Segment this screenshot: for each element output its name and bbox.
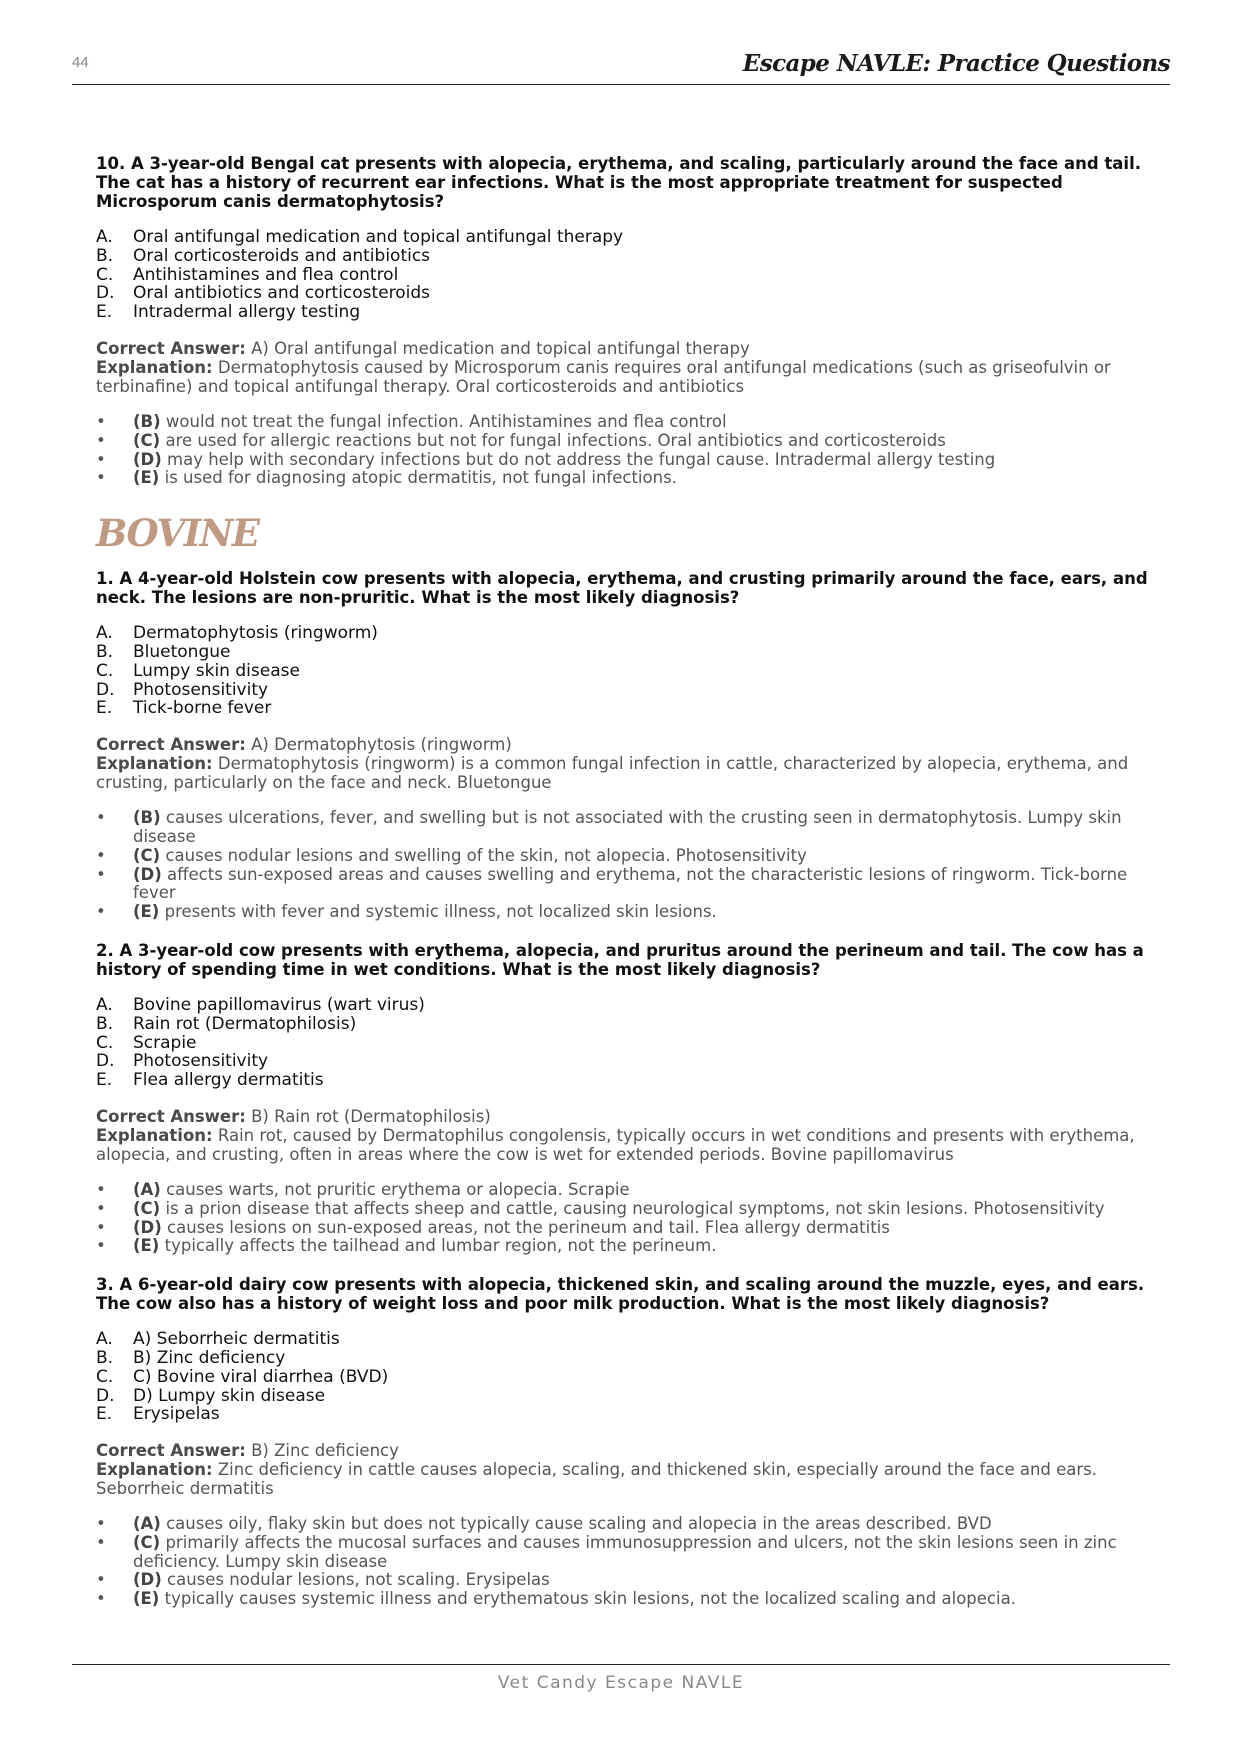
bullet-text: presents with fever and systemic illness, not localized skin lesions. <box>164 902 717 922</box>
option-text: Tick-borne fever <box>133 698 272 719</box>
option-letter: B. <box>96 1347 114 1368</box>
correct-answer-text: A) Oral antifungal medication and topical antifungal therapy <box>251 338 750 358</box>
option-text: Antihistamines and flea control <box>133 264 399 285</box>
explanation-text: Dermatophytosis caused by Microsporum canis requires oral antifungal medications (such as griseofulvin or terbinafine) and topical antifungal therapy. Oral corticosteroids and antibiotics <box>96 357 1111 396</box>
explanation-label: Explanation: <box>96 1460 213 1480</box>
explanation-bullets <box>96 1181 1164 1256</box>
option-text: Scrapie <box>133 1032 197 1053</box>
bullet-text: affects sun-exposed areas and causes swelling and erythema, not the characteristic lesions of ringworm. Tick-borne fever <box>133 864 1128 903</box>
correct-answer-label: Correct Answer: <box>96 1441 246 1461</box>
option-c <box>96 1368 1164 1387</box>
question-1 <box>96 569 1164 922</box>
bullet-text: causes nodular lesions and swelling of the skin, not alopecia. Photosensitivity <box>165 845 807 865</box>
bullet-item <box>96 1181 1164 1200</box>
bullet-text: causes lesions on sun-exposed areas, not the perineum and tail. Flea allergy dermatitis <box>167 1217 890 1237</box>
answer-block <box>96 1107 1164 1164</box>
option-text: Bluetongue <box>133 641 231 662</box>
option-b <box>96 1015 1164 1034</box>
option-c <box>96 662 1164 681</box>
page-content <box>96 154 1164 1609</box>
correct-answer <box>96 1107 1164 1126</box>
option-tag: (C) <box>133 1532 161 1552</box>
question-10 <box>96 154 1164 488</box>
correct-answer <box>96 735 1164 754</box>
page-header <box>72 48 1170 85</box>
question-2 <box>96 941 1164 1256</box>
answer-block <box>96 1441 1164 1498</box>
option-letter: A. <box>96 994 113 1015</box>
option-tag: (D) <box>133 864 162 884</box>
option-b <box>96 247 1164 266</box>
option-tag: (A) <box>133 1514 161 1534</box>
page-footer <box>72 1664 1170 1693</box>
option-tag: (D) <box>133 449 162 469</box>
explanation-text: Zinc deficiency in cattle causes alopecia, scaling, and thickened skin, especially around the face and ears. Seborrheic dermatitis <box>96 1460 1098 1499</box>
explanation-label: Explanation: <box>96 1125 213 1145</box>
explanation-bullets <box>96 1515 1164 1609</box>
bullet-item <box>96 1237 1164 1256</box>
page-number: 44 <box>72 54 89 71</box>
bullet-item <box>96 1515 1164 1534</box>
option-text: D) Lumpy skin disease <box>133 1385 326 1406</box>
bullet-item <box>96 1219 1164 1238</box>
bullet-text: causes nodular lesions, not scaling. Erysipelas <box>167 1570 550 1590</box>
option-tag: (A) <box>133 1179 161 1199</box>
option-tag: (D) <box>133 1217 162 1237</box>
option-tag: (E) <box>133 1236 160 1256</box>
bullet-item <box>96 866 1164 904</box>
bullet-icon: • <box>96 808 106 828</box>
explanation <box>96 358 1164 396</box>
option-text: Lumpy skin disease <box>133 660 300 681</box>
option-tag: (C) <box>133 430 161 450</box>
option-letter: B. <box>96 1013 114 1034</box>
bullet-icon: • <box>96 1514 106 1534</box>
option-b <box>96 1349 1164 1368</box>
bullet-icon: • <box>96 902 106 922</box>
option-letter: D. <box>96 1385 115 1406</box>
bullet-icon: • <box>96 1236 106 1256</box>
option-a <box>96 624 1164 643</box>
option-letter: C. <box>96 660 114 681</box>
option-text: Photosensitivity <box>133 679 269 700</box>
bullet-item <box>96 432 1164 451</box>
option-letter: E. <box>96 1404 113 1425</box>
option-letter: B. <box>96 641 114 662</box>
option-tag: (B) <box>133 411 161 431</box>
bullet-text: may help with secondary infections but do not address the fungal cause. Intradermal allergy testing <box>167 449 996 469</box>
correct-answer <box>96 339 1164 358</box>
bullet-text: are used for allergic reactions but not for fungal infections. Oral antibiotics and corticosteroids <box>165 430 946 450</box>
correct-answer-text: B) Zinc deficiency <box>251 1441 399 1461</box>
footer-text: Vet Candy Escape NAVLE <box>497 1673 745 1693</box>
option-d <box>96 1387 1164 1406</box>
explanation-bullets <box>96 809 1164 922</box>
option-text: C) Bovine viral diarrhea (BVD) <box>133 1366 389 1387</box>
option-text: B) Zinc deficiency <box>133 1347 286 1368</box>
bullet-item <box>96 1200 1164 1219</box>
option-letter: C. <box>96 1366 114 1387</box>
option-a <box>96 228 1164 247</box>
correct-answer-text: A) Dermatophytosis (ringworm) <box>251 735 512 755</box>
option-e <box>96 1405 1164 1424</box>
document-title: Escape NAVLE: Practice Questions <box>742 50 1170 77</box>
option-text: Intradermal allergy testing <box>133 302 361 323</box>
answer-options <box>96 228 1164 322</box>
option-text: Photosensitivity <box>133 1051 269 1072</box>
question-text: 3. A 6-year-old dairy cow presents with alopecia, thickened skin, and scaling around the muzzle, eyes, and ears. The cow also has a history of weight loss and poor milk production. What is the most likely diagnosis? <box>96 1275 1145 1314</box>
option-letter: D. <box>96 1051 115 1072</box>
bullet-icon: • <box>96 1532 106 1552</box>
section-title: BOVINE <box>96 511 259 556</box>
bullet-item <box>96 1590 1164 1609</box>
bullet-icon: • <box>96 864 106 884</box>
option-c <box>96 1034 1164 1053</box>
bullet-item <box>96 809 1164 847</box>
bullet-text: is used for diagnosing atopic dermatitis, not fungal infections. <box>164 468 677 488</box>
question-3 <box>96 1275 1164 1609</box>
bullet-icon: • <box>96 1179 106 1199</box>
correct-answer-text: B) Rain rot (Dermatophilosis) <box>251 1106 491 1126</box>
option-a <box>96 996 1164 1015</box>
option-text: Oral antifungal medication and topical antifungal therapy <box>133 227 624 247</box>
option-text: Rain rot (Dermatophilosis) <box>133 1013 357 1034</box>
explanation <box>96 1126 1164 1164</box>
option-a <box>96 1330 1164 1349</box>
option-text: Oral antibiotics and corticosteroids <box>133 283 431 304</box>
correct-answer <box>96 1441 1164 1460</box>
option-tag: (D) <box>133 1570 162 1590</box>
bullet-text: causes oily, flaky skin but does not typically cause scaling and alopecia in the areas described. BVD <box>166 1514 992 1534</box>
option-d <box>96 681 1164 700</box>
bullet-text: primarily affects the mucosal surfaces and causes immunosuppression and ulcers, not the skin lesions seen in zinc deficiency. Lumpy skin disease <box>133 1532 1117 1571</box>
option-letter: A. <box>96 227 113 247</box>
bullet-icon: • <box>96 430 106 450</box>
option-tag: (C) <box>133 845 161 865</box>
correct-answer-label: Correct Answer: <box>96 338 246 358</box>
option-tag: (E) <box>133 1589 160 1609</box>
explanation-text: Rain rot, caused by Dermatophilus congolensis, typically occurs in wet conditions and presents with erythema, alopecia, and crusting, often in areas where the cow is wet for extended periods. Bovine papillomavirus <box>96 1125 1135 1164</box>
bullet-icon: • <box>96 1589 106 1609</box>
option-e <box>96 303 1164 322</box>
bullet-item <box>96 847 1164 866</box>
bullet-item <box>96 451 1164 470</box>
explanation-label: Explanation: <box>96 754 213 774</box>
answer-block <box>96 735 1164 792</box>
option-tag: (E) <box>133 902 160 922</box>
option-d <box>96 284 1164 303</box>
option-b <box>96 643 1164 662</box>
option-letter: A. <box>96 623 113 644</box>
bullet-icon: • <box>96 1198 106 1218</box>
option-letter: B. <box>96 245 114 266</box>
explanation <box>96 1460 1164 1498</box>
option-text: Flea allergy dermatitis <box>133 1070 324 1091</box>
option-letter: A. <box>96 1329 113 1350</box>
answer-options <box>96 624 1164 718</box>
bullet-text: would not treat the fungal infection. Antihistamines and flea control <box>165 411 727 431</box>
bullet-text: causes ulcerations, fever, and swelling but is not associated with the crusting seen in dermatophytosis. Lumpy skin disease <box>133 808 1122 846</box>
correct-answer-label: Correct Answer: <box>96 735 246 755</box>
option-text: Bovine papillomavirus (wart virus) <box>133 994 425 1015</box>
answer-block <box>96 339 1164 396</box>
bullet-icon: • <box>96 449 106 469</box>
option-letter: D. <box>96 283 115 304</box>
option-letter: C. <box>96 1032 114 1053</box>
option-letter: D. <box>96 679 115 700</box>
option-e <box>96 699 1164 718</box>
explanation <box>96 754 1164 792</box>
correct-answer-label: Correct Answer: <box>96 1106 246 1126</box>
option-text: Dermatophytosis (ringworm) <box>133 623 378 644</box>
option-letter: E. <box>96 302 113 323</box>
option-letter: E. <box>96 1070 113 1091</box>
bullet-item <box>96 903 1164 922</box>
bullet-icon: • <box>96 845 106 865</box>
answer-options <box>96 1330 1164 1424</box>
bullet-item <box>96 1534 1164 1572</box>
explanation-bullets <box>96 413 1164 488</box>
bullet-text: causes warts, not pruritic erythema or alopecia. Scrapie <box>166 1179 630 1199</box>
explanation-label: Explanation: <box>96 357 213 377</box>
option-text: Erysipelas <box>133 1404 220 1425</box>
bullet-item <box>96 1571 1164 1590</box>
option-c <box>96 266 1164 285</box>
bullet-icon: • <box>96 1217 106 1237</box>
bullet-icon: • <box>96 411 106 431</box>
bullet-text: typically causes systemic illness and erythematous skin lesions, not the localized scaling and alopecia. <box>164 1589 1016 1609</box>
option-tag: (B) <box>133 808 161 828</box>
option-tag: (E) <box>133 468 160 488</box>
bullet-item <box>96 469 1164 488</box>
option-e <box>96 1071 1164 1090</box>
bullet-text: typically affects the tailhead and lumbar region, not the perineum. <box>164 1236 717 1256</box>
bullet-item <box>96 413 1164 432</box>
option-d <box>96 1052 1164 1071</box>
option-text: A) Seborrheic dermatitis <box>133 1329 340 1350</box>
question-text: 1. A 4-year-old Holstein cow presents with alopecia, erythema, and crusting primarily around the face, ears, and neck. The lesions are non-pruritic. What is the most likely diagnosis? <box>96 569 1148 608</box>
option-tag: (C) <box>133 1198 161 1218</box>
option-text: Oral corticosteroids and antibiotics <box>133 245 431 266</box>
bullet-icon: • <box>96 468 106 488</box>
question-text: 2. A 3-year-old cow presents with erythema, alopecia, and pruritus around the perineum and tail. The cow has a history of spending time in wet conditions. What is the most likely diagnosis? <box>96 940 1144 979</box>
answer-options <box>96 996 1164 1090</box>
bullet-text: is a prion disease that affects sheep and cattle, causing neurological symptoms, not skin lesions. Photosensitivity <box>165 1198 1105 1218</box>
bullet-icon: • <box>96 1570 106 1590</box>
option-letter: C. <box>96 264 114 285</box>
question-text: 10. A 3-year-old Bengal cat presents with alopecia, erythema, and scaling, particularly around the face and tail. The cat has a history of recurrent ear infections. What is the most appropriate treatment for suspected Microsporum canis dermatophytosis? <box>96 154 1142 211</box>
explanation-text: Dermatophytosis (ringworm) is a common fungal infection in cattle, characterized by alopecia, erythema, and crusting, particularly on the face and neck. Bluetongue <box>96 754 1129 793</box>
option-letter: E. <box>96 698 113 719</box>
